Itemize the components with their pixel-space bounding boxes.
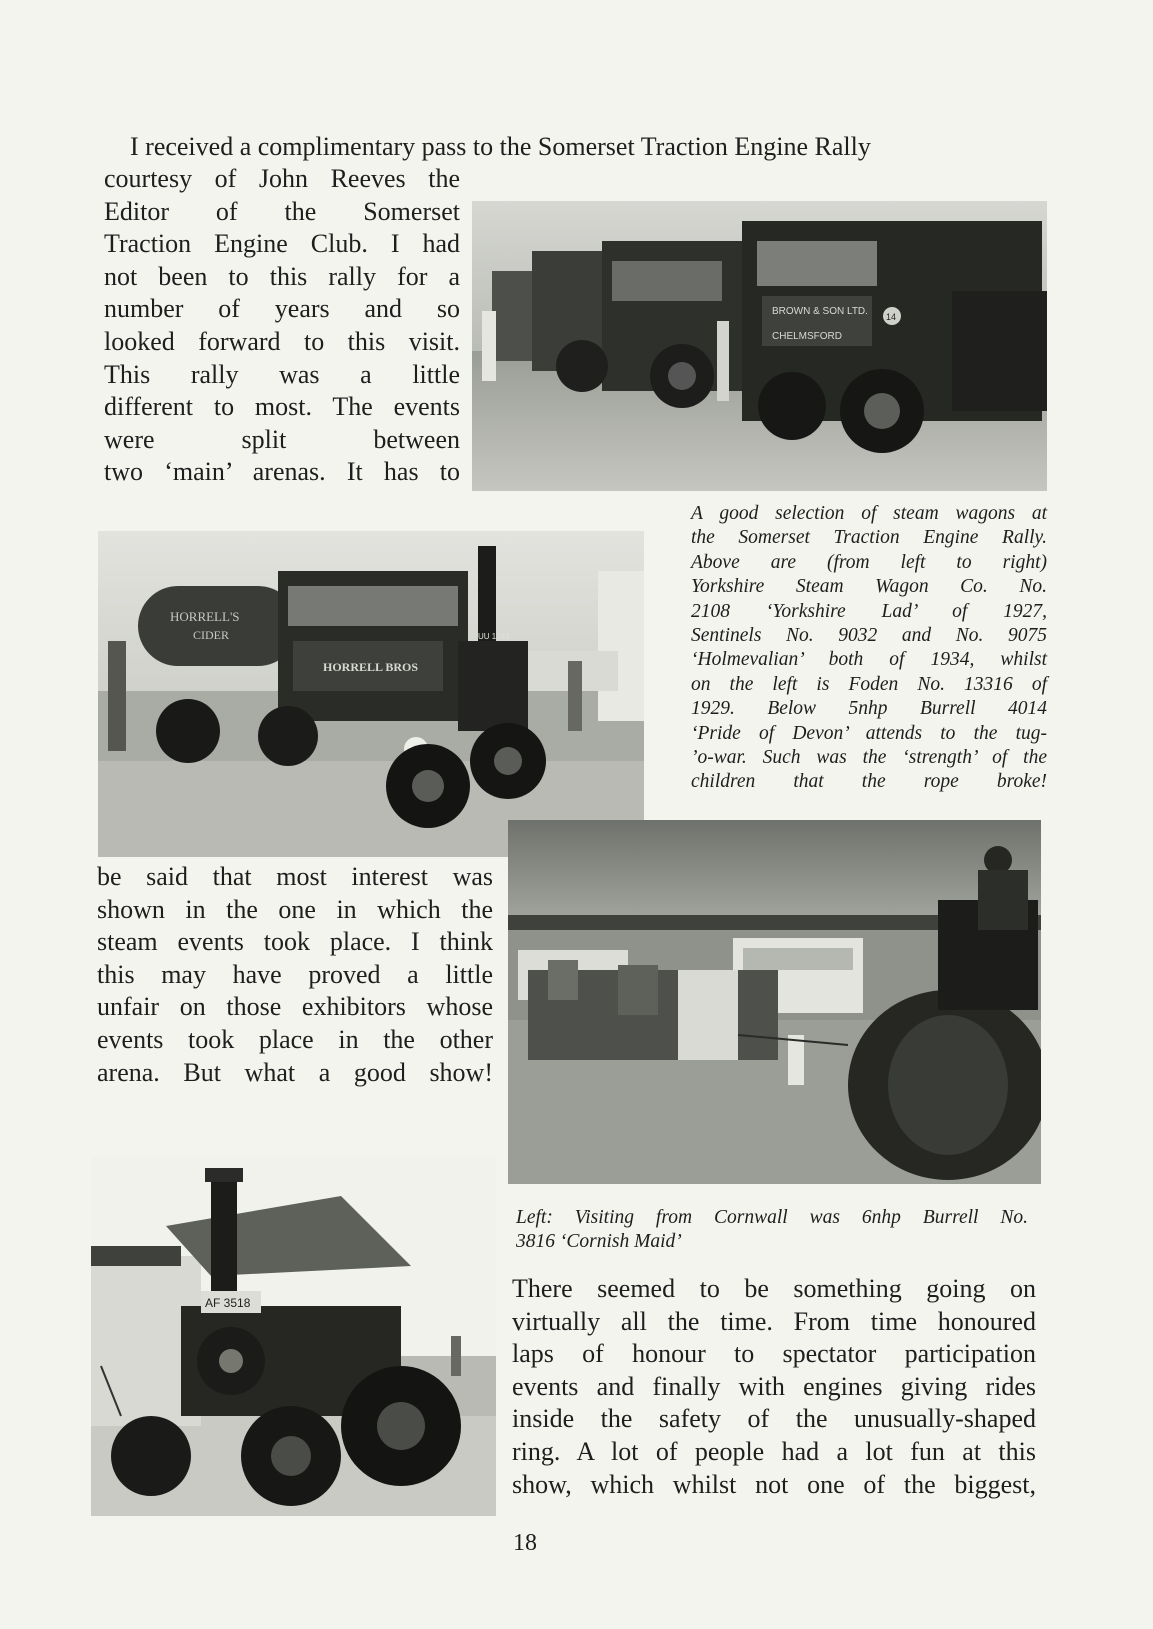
caption-bottom xyxy=(516,1206,1028,1255)
text-line: events and finally with engines giving rides xyxy=(512,1371,1036,1401)
text-line: looked forward to this visit. xyxy=(104,326,460,356)
registration-plate: AF 3518 xyxy=(205,1296,251,1310)
photo-cider-wagon xyxy=(98,531,644,857)
text-line: two ‘main’ arenas. It has to xyxy=(104,457,460,487)
text-line: unfair on those exhibitors whose xyxy=(97,992,493,1022)
wagon-lettering-1: BROWN & SON LTD. xyxy=(772,306,868,317)
photo-burrell-cornish-maid xyxy=(91,1156,496,1516)
caption-top xyxy=(691,502,1047,795)
text-line: Traction Engine Club. I had xyxy=(104,229,460,259)
caption-line: Left: Visiting from Cornwall was 6nhp Burrell No. xyxy=(516,1207,1028,1228)
caption-line: ’o-war. Such was the ‘strength’ of the xyxy=(691,747,1047,769)
text-line: this may have proved a little xyxy=(97,959,493,989)
wagon-number: 14 xyxy=(886,312,897,322)
cab-lettering: HORRELL BROS xyxy=(323,660,419,674)
middle-text xyxy=(97,861,493,1089)
registration-plate: UU 1283 xyxy=(478,632,510,641)
caption-line: 2108 ‘Yorkshire Lad’ of 1927, xyxy=(691,600,1047,622)
tank-lettering-2: CIDER xyxy=(193,628,229,642)
caption-line: Yorkshire Steam Wagon Co. No. xyxy=(691,576,1047,598)
text-line: Editor of the Somerset xyxy=(104,196,460,226)
wagon-lettering-2: CHELMSFORD xyxy=(772,331,843,342)
text-line: show, which whilst not one of the biggest, xyxy=(512,1469,1036,1499)
caption-line: ‘Pride of Devon’ attends to the tug- xyxy=(691,722,1047,744)
caption-line: children that the rope broke! xyxy=(691,771,1047,793)
text-line: virtually all the time. From time honoured xyxy=(512,1306,1036,1336)
text-line: arena. But what a good show! xyxy=(97,1057,493,1087)
text-line: be said that most interest was xyxy=(97,862,493,891)
text-line: were split between xyxy=(104,424,460,454)
caption-line: the Somerset Traction Engine Rally. xyxy=(691,527,1047,549)
text-line: ring. A lot of people had a lot fun at this xyxy=(512,1436,1036,1466)
caption-line: Above are (from left to right) xyxy=(691,551,1047,573)
text-line: number of years and so xyxy=(104,294,460,324)
bottom-text xyxy=(512,1273,1036,1501)
text-line: laps of honour to spectator participation xyxy=(512,1339,1036,1369)
caption-line: Sentinels No. 9032 and No. 9075 xyxy=(691,625,1047,647)
intro-column xyxy=(104,163,460,489)
text-line: There seemed to be something going on xyxy=(512,1274,1036,1303)
intro-first-line: I received a complimentary pass to the Somerset Traction Engine Rally xyxy=(130,132,871,161)
caption-line: A good selection of steam wagons at xyxy=(691,503,1047,524)
page-number: 18 xyxy=(513,1530,537,1556)
text-line: steam events took place. I think xyxy=(97,927,493,957)
text-line: This rally was a little xyxy=(104,359,460,389)
text-line: inside the safety of the unusually-shaped xyxy=(512,1404,1036,1434)
caption-line: 1929. Below 5nhp Burrell 4014 xyxy=(691,698,1047,720)
caption-line: 3816 ‘Cornish Maid’ xyxy=(516,1231,682,1253)
text-line: events took place in the other xyxy=(97,1024,493,1054)
text-line: different to most. The events xyxy=(104,392,460,422)
caption-line: ‘Holmevalian’ both of 1934, whilst xyxy=(691,649,1047,671)
tank-lettering-1: HORRELL'S xyxy=(170,609,240,624)
text-line: shown in the one in which the xyxy=(97,894,493,924)
photo-tug-of-war xyxy=(508,820,1041,1184)
text-line: courtesy of John Reeves the xyxy=(104,164,460,193)
photo-steam-wagons xyxy=(472,201,1047,491)
text-line: not been to this rally for a xyxy=(104,261,460,291)
caption-line: on the left is Foden No. 13316 of xyxy=(691,673,1047,695)
